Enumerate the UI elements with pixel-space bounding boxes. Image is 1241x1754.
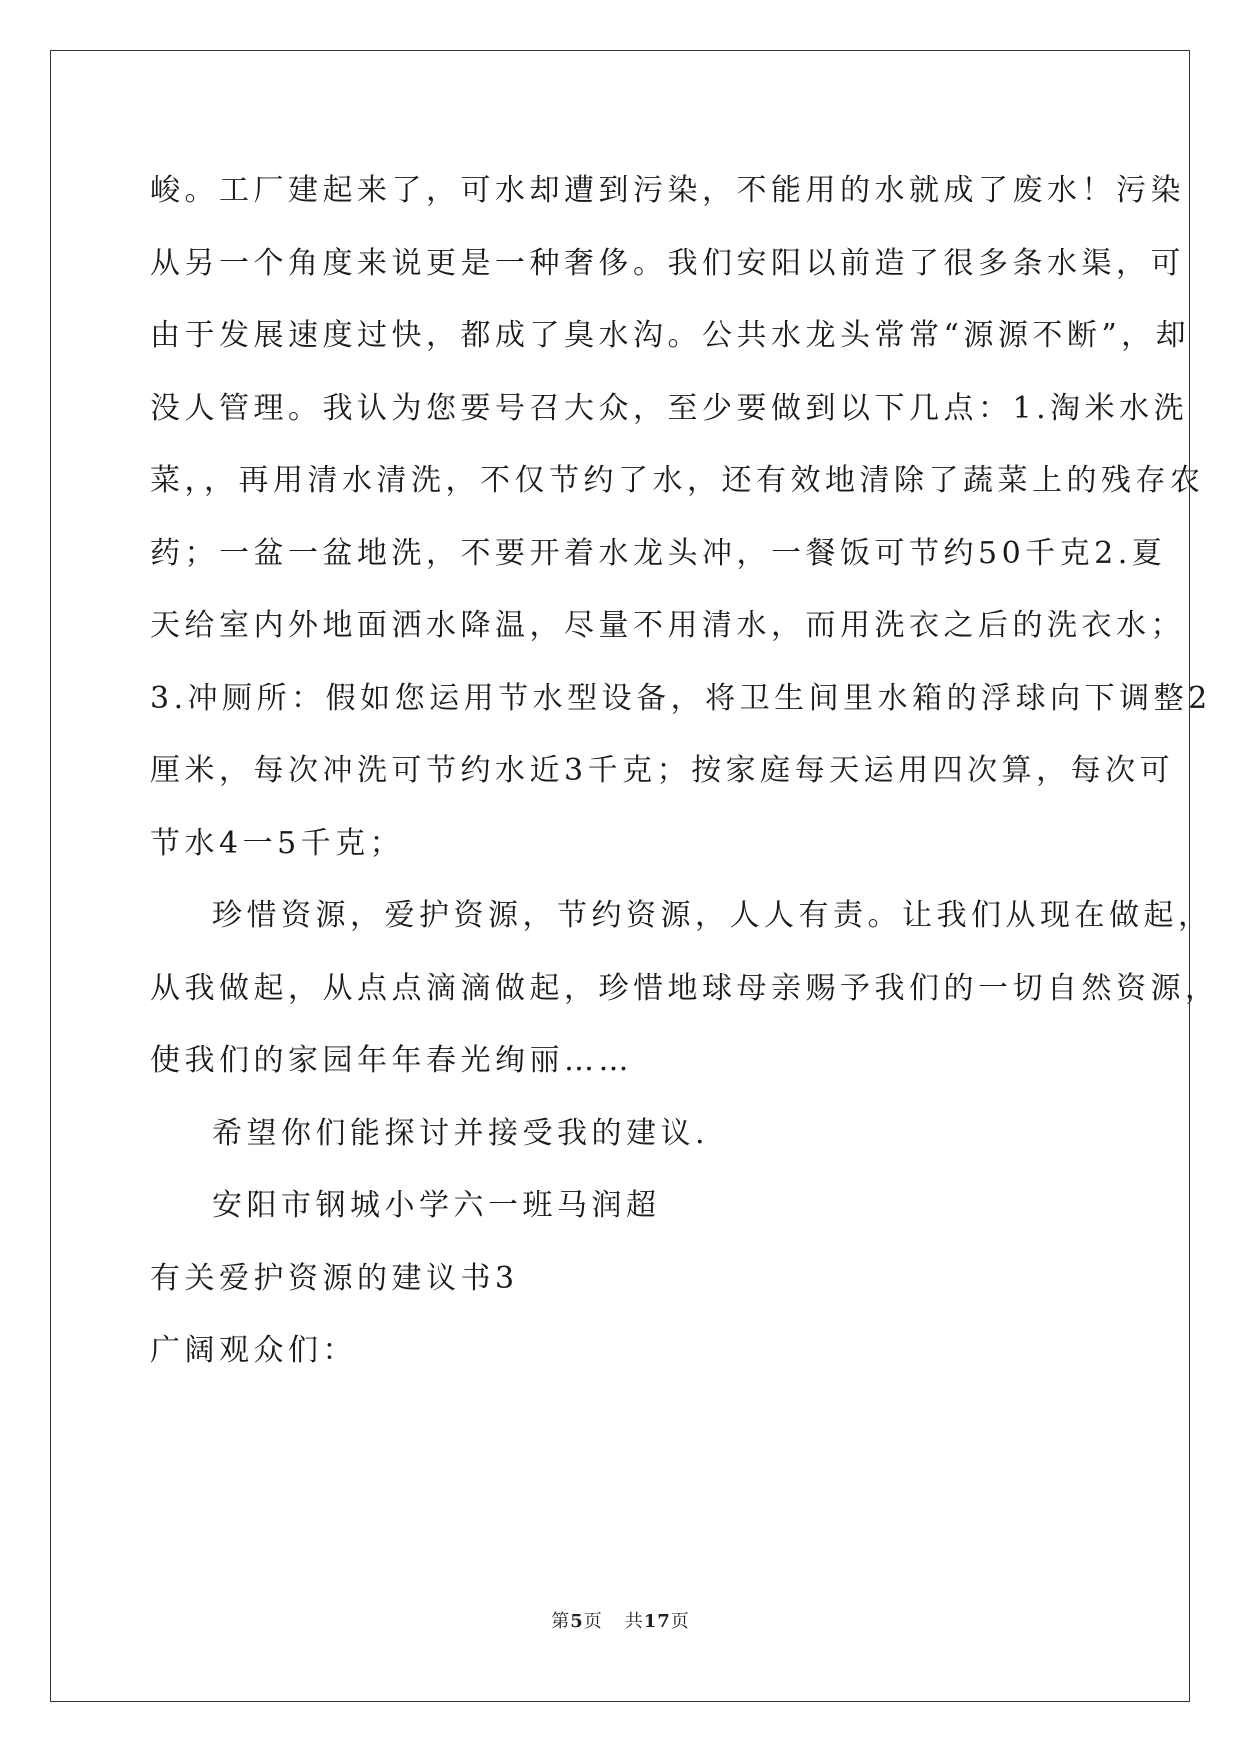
page-total: 17 <box>643 1611 671 1632</box>
text-line: 使我们的家园年年春光绚丽…… <box>150 1043 633 1078</box>
page-footer <box>0 1607 1241 1633</box>
total-prefix: 共 <box>624 1611 644 1632</box>
page-unit: 页 <box>583 1611 603 1632</box>
document-body <box>150 155 1220 1388</box>
text-line: 由于发展速度过快，都成了臭水沟。公共水龙头常常“源源不断”，却 <box>150 318 1191 353</box>
text-line: 没人管理。我认为您要号召大众，至少要做到以下几点：1.淘米水洗 <box>150 390 1189 426</box>
text-line: 峻。工厂建起来了，可水却遭到污染，不能用的水就成了废水！污染 <box>150 173 1185 208</box>
text-line: 从另一个角度来说更是一种奢侈。我们安阳以前造了很多条水渠，可 <box>150 245 1185 281</box>
signature-line: 安阳市钢城小学六一班马润超 <box>212 1188 661 1223</box>
paragraph-start-line: 珍惜资源，爱护资源，节约资源，人人有责。让我们从现在做起， <box>212 898 1213 933</box>
text-line: 天给室内外地面洒水降温，尽量不用清水，而用洗衣之后的洗衣水； <box>150 608 1185 643</box>
text-line: 菜，，再用清水清洗，不仅节约了水，还有效地清除了蔬菜上的残存农 <box>150 463 1205 498</box>
closing-line: 希望你们能探讨并接受我的建议. <box>212 1115 710 1151</box>
section-title: 有关爱护资源的建议书3 <box>150 1260 519 1296</box>
text-line: 药；一盆一盆地洗，不要开着水龙头冲，一餐饭可节约50千克2.夏 <box>150 535 1167 571</box>
page-prefix: 第 <box>551 1611 571 1632</box>
text-line: 厘米，每次冲洗可节约水近3千克；按家庭每天运用四次算，每次可 <box>150 753 1175 788</box>
text-line: 节水4一5千克； <box>150 825 405 861</box>
salutation-line: 广阔观众们： <box>150 1333 357 1368</box>
text-line: 从我做起，从点点滴滴做起，珍惜地球母亲赐予我们的一切自然资源， <box>150 970 1220 1006</box>
page-number: 5 <box>570 1611 584 1632</box>
total-unit: 页 <box>670 1611 690 1632</box>
text-line: 3.冲厕所：假如您运用节水型设备，将卫生间里水箱的浮球向下调整2 <box>150 680 1212 716</box>
